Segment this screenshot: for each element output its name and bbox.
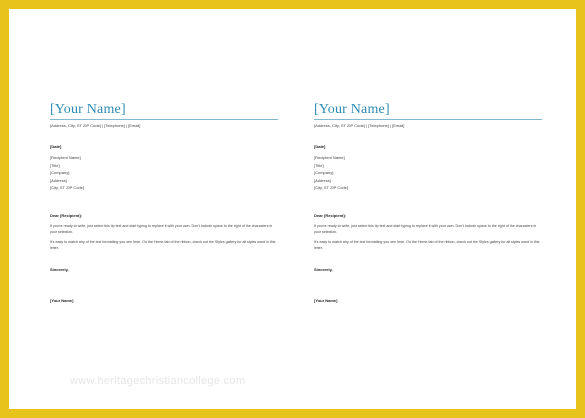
recipient-block bbox=[50, 154, 280, 192]
salutation: Dear [Recipient]: bbox=[50, 212, 83, 218]
date-line: [Date] bbox=[50, 144, 62, 149]
heading-rule bbox=[50, 119, 278, 120]
sender-contact-line: [Address, City, ST ZIP Code] | [Telephone] | [Email] bbox=[50, 123, 141, 128]
sender-contact-line: [Address, City, ST ZIP Code] | [Telephone] | [Email] bbox=[314, 123, 405, 128]
body-paragraph-2: It's easy to match any of the text formatting you see here. On the Home tab of the ribbon, check out the Styles gallery for all styles used in this letter. bbox=[314, 240, 540, 250]
letter-right bbox=[314, 101, 544, 303]
recipient-block bbox=[314, 154, 544, 192]
sender-name-heading: [Your Name] bbox=[50, 102, 126, 117]
watermark-text: www.heritagechristiancollege.com bbox=[70, 375, 246, 387]
recipient-company: [Company] bbox=[50, 170, 70, 176]
recipient-name: [Recipient Name] bbox=[50, 155, 81, 160]
closing: Sincerely, bbox=[314, 267, 333, 273]
date-line: [Date] bbox=[314, 144, 326, 149]
recipient-city: [City, ST ZIP Code] bbox=[50, 185, 85, 191]
sender-name-heading: [Your Name] bbox=[314, 102, 390, 117]
recipient-address: [Address] bbox=[314, 177, 331, 183]
recipient-title: [Title] bbox=[50, 162, 60, 168]
recipient-name: [Recipient Name] bbox=[314, 155, 345, 160]
recipient-address: [Address] bbox=[50, 177, 67, 183]
recipient-title: [Title] bbox=[314, 162, 324, 168]
recipient-company: [Company] bbox=[314, 170, 334, 176]
body-paragraph-2: It's easy to match any of the text formatting you see here. On the Home tab of the ribbon, check out the Styles gallery for all styles used in this letter. bbox=[50, 240, 276, 250]
signature-name: [Your Name] bbox=[50, 298, 74, 304]
recipient-city: [City, ST ZIP Code] bbox=[314, 185, 349, 191]
body-paragraph-1: If you're ready to write, just select this tip text and start typing to replace it with your own. Don't include space to the right of the characters in your selection. bbox=[50, 223, 273, 234]
signature-name: [Your Name] bbox=[314, 298, 338, 304]
body-paragraph-1: If you're ready to write, just select this tip text and start typing to replace it with your own. Don't include space to the right of the characters in your selection. bbox=[314, 223, 537, 234]
closing: Sincerely, bbox=[50, 267, 69, 273]
letter-left bbox=[50, 101, 280, 303]
salutation: Dear [Recipient]: bbox=[314, 212, 347, 218]
heading-rule bbox=[314, 119, 542, 120]
